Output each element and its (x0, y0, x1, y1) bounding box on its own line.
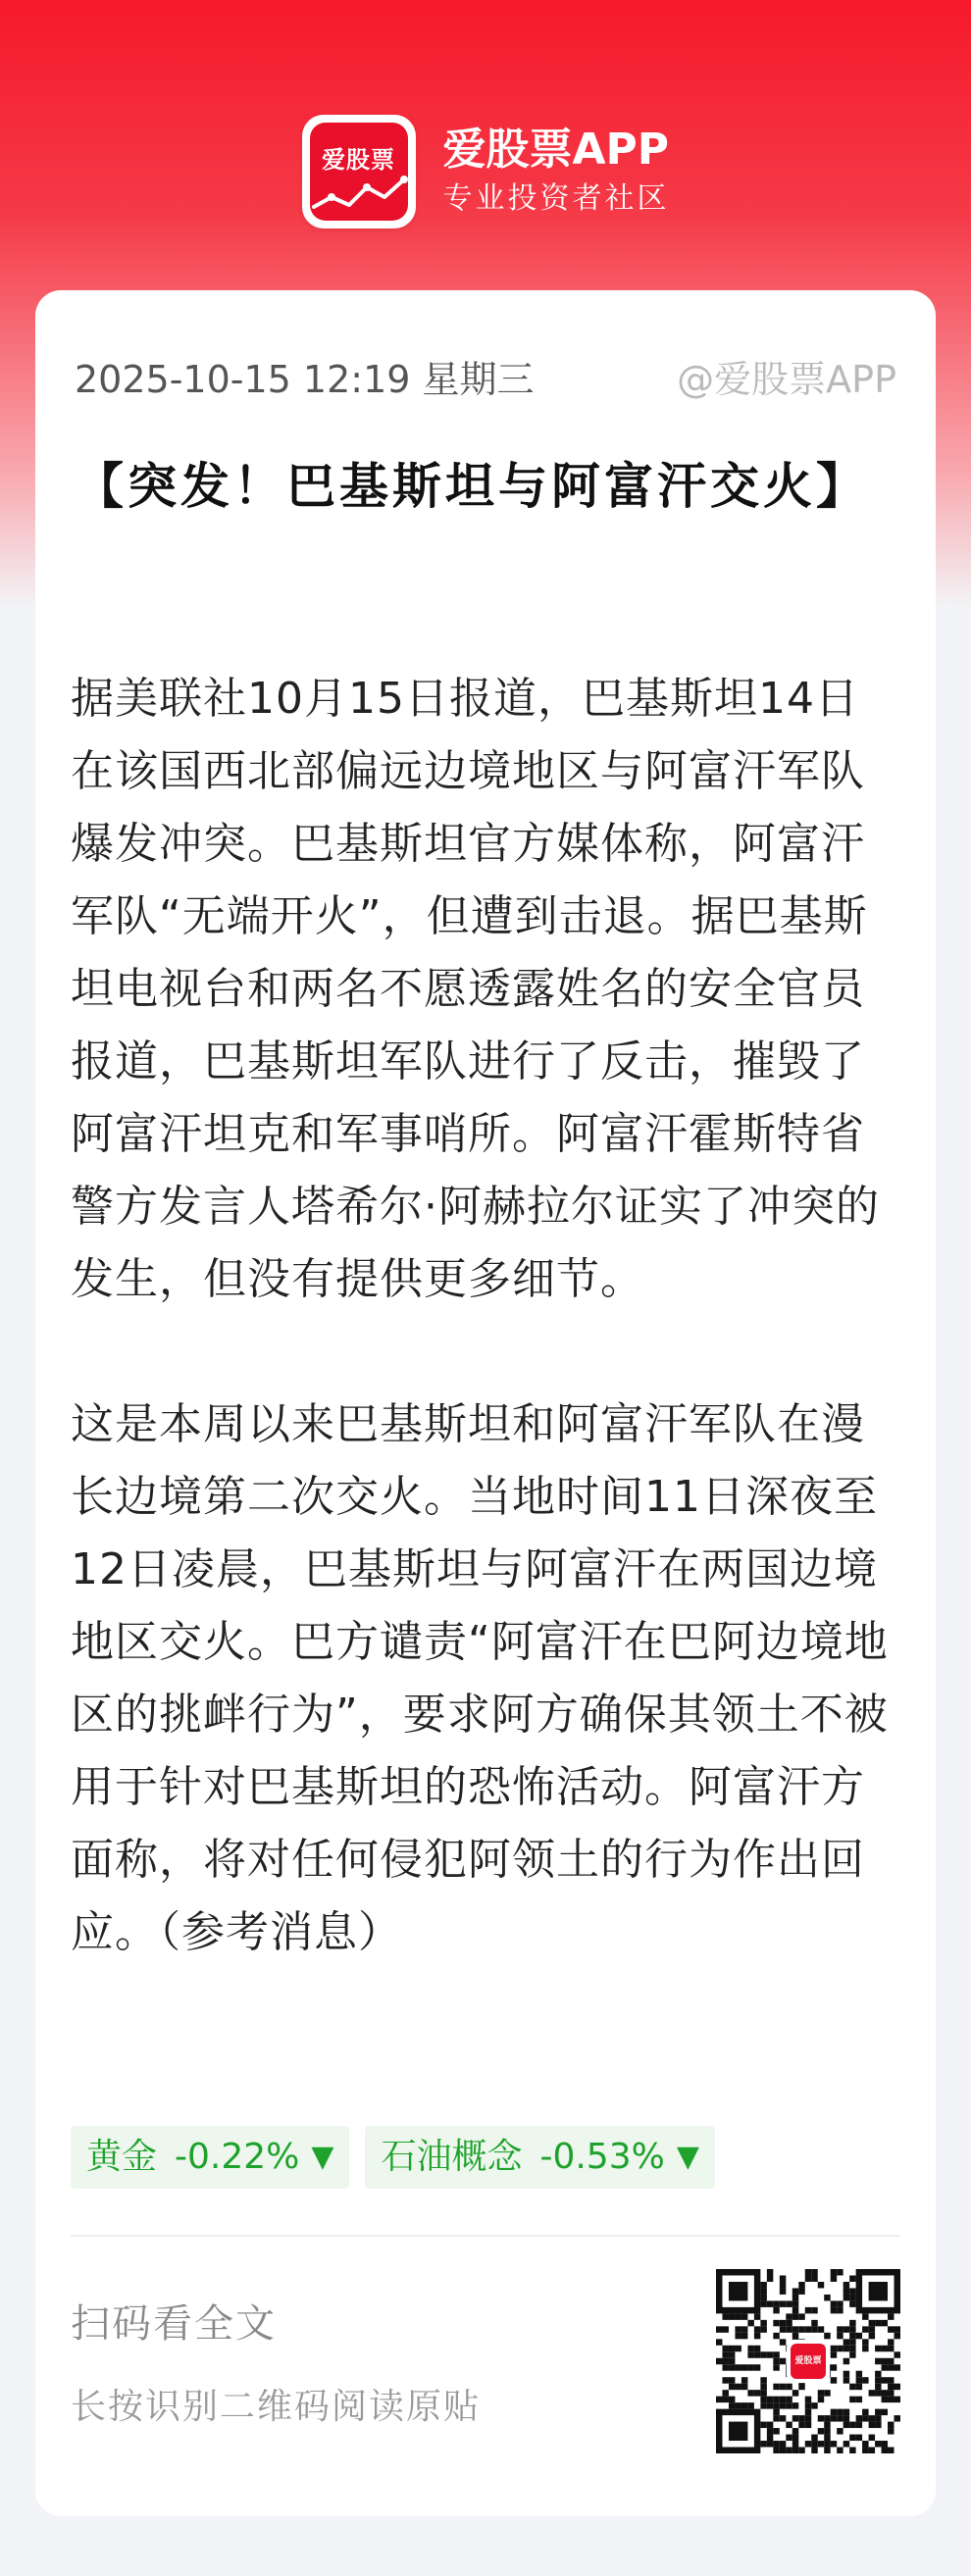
scan-subtitle: 长按识别二维码阅读原贴 (71, 2387, 482, 2427)
qr-logo (787, 2340, 830, 2383)
app-logo (302, 115, 416, 228)
article-paragraph: 据美联社10月15日报道，巴基斯坦14日在该国西北部偏远边境地区与阿富汗军队爆发冲突。巴基斯坦官方媒体称，阿富汗军队“无端开火”，但遭到击退。据巴基斯坦电视台和两名不愿透露姓名的安全官员报道，巴基斯坦军队进行了反击，摧毁了阿富汗坦克和军事哨所。阿富汗霍斯特省警方发言人塔希尔·阿赫拉尔证实了冲突的发生，但没有提供更多细节。 (71, 674, 880, 1304)
brand-title: 爱股票APP (442, 125, 670, 175)
qr-logo-text: 爱股票 (791, 2344, 826, 2379)
stock-tag-oil[interactable] (365, 2126, 714, 2189)
tag-change: -0.53% (539, 2137, 665, 2177)
article-body (71, 663, 900, 1969)
article-meta (75, 351, 896, 400)
article-card (35, 290, 936, 2516)
scan-title: 扫码看全文 (71, 2301, 277, 2347)
logo-text: 爱股票 (322, 146, 395, 174)
app-header (0, 113, 971, 230)
article-title: 【突发！巴基斯坦与阿富汗交火】 (75, 458, 869, 515)
tag-name: 石油概念 (381, 2137, 523, 2177)
divider (71, 2235, 900, 2237)
article-source[interactable]: @爱股票APP (677, 357, 896, 401)
stock-tags (71, 2126, 731, 2189)
tag-change: -0.22% (175, 2137, 300, 2177)
chart-line-icon (310, 172, 408, 221)
tag-name: 黄金 (86, 2137, 158, 2177)
down-arrow-icon: ▼ (676, 2140, 699, 2174)
article-datetime: 2025-10-15 12:19 星期三 (75, 357, 535, 401)
down-arrow-icon: ▼ (311, 2140, 334, 2174)
brand-subtitle: 专业投资者社区 (442, 181, 670, 216)
qr-code[interactable] (716, 2269, 900, 2453)
stock-tag-gold[interactable] (71, 2126, 349, 2189)
article-paragraph: 这是本周以来巴基斯坦和阿富汗军队在漫长边境第二次交火。当地时间11日深夜至12日凌晨，巴基斯坦与阿富汗在两国边境地区交火。巴方谴责“阿富汗在巴阿边境地区的挑衅行为”，要求阿方确保其领土不被用于针对巴基斯坦的恐怖活动。阿富汗方面称，将对任何侵犯阿领土的行为作出回应。（参考消息） (71, 1399, 889, 1957)
